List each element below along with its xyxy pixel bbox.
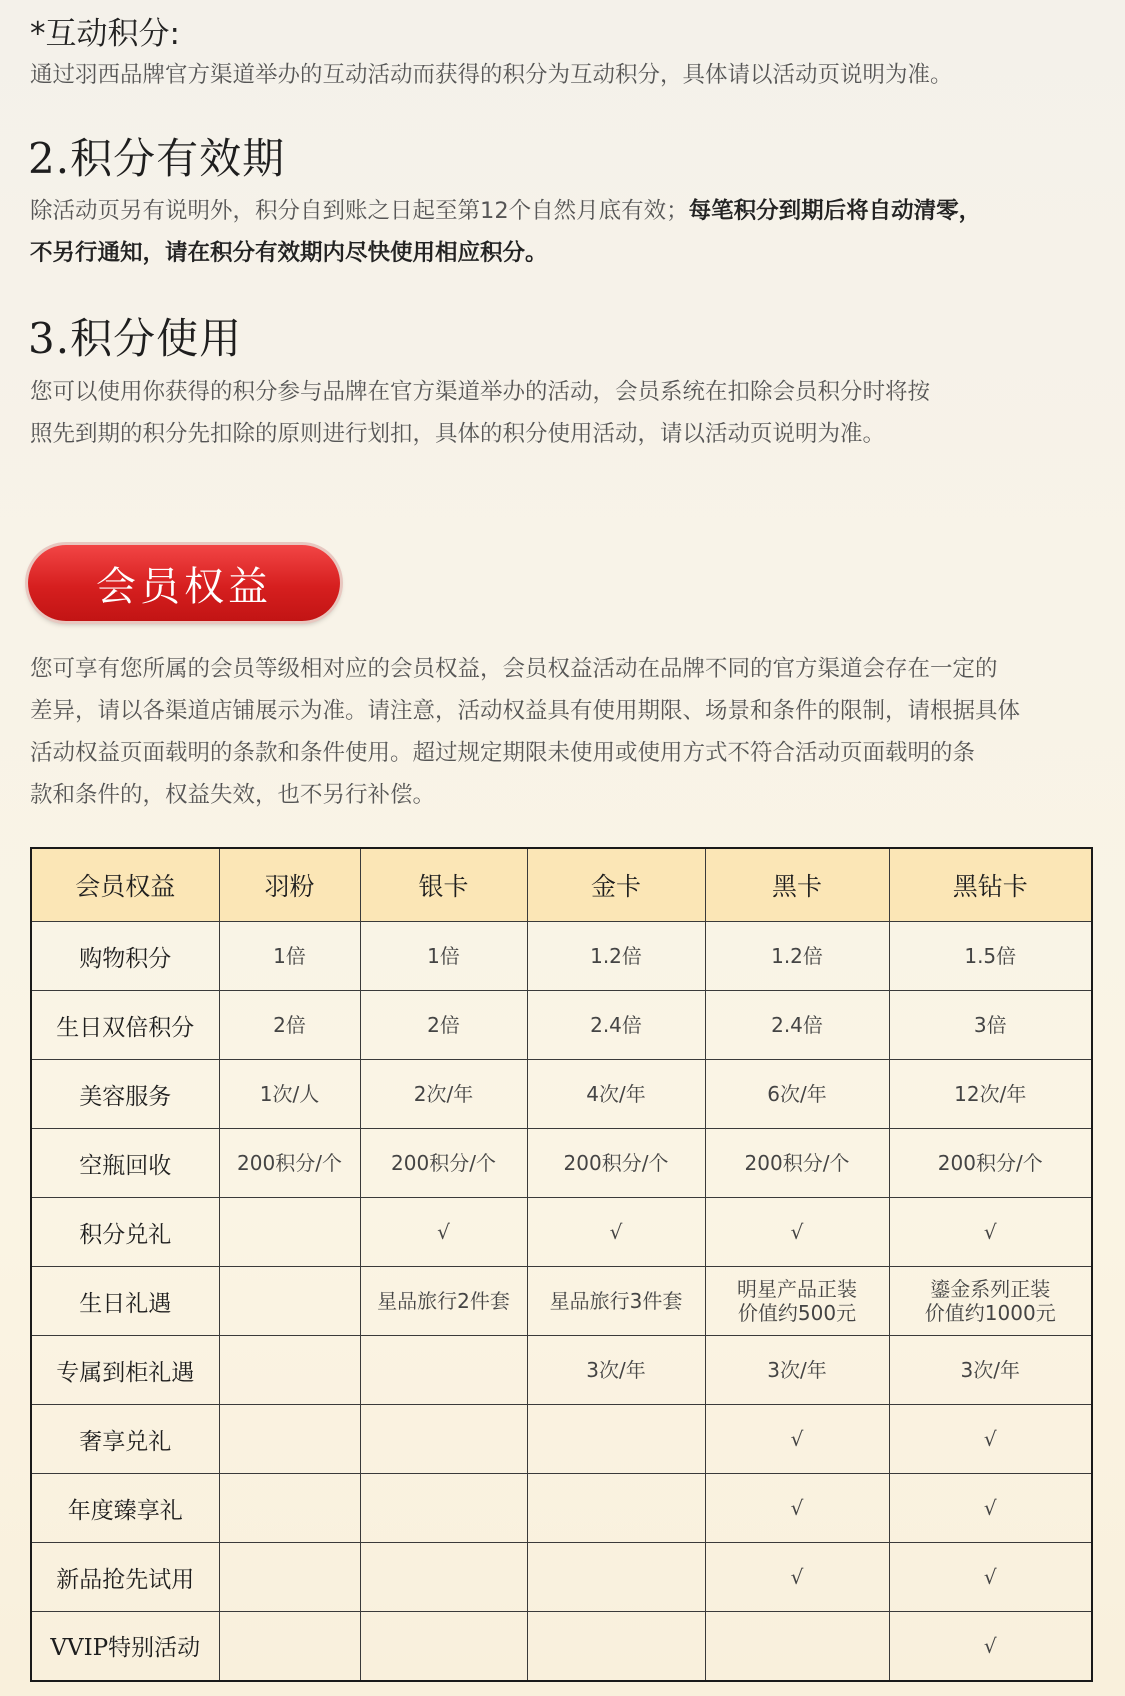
table-cell: √ bbox=[889, 1612, 1092, 1681]
benefits-line-1: 您可享有您所属的会员等级相对应的会员权益，会员权益活动在品牌不同的官方渠道会存在一定的 bbox=[30, 656, 998, 682]
table-cell: √ bbox=[705, 1474, 889, 1543]
validity-text-bold-1: 每笔积分到期后将自动清零， bbox=[688, 198, 982, 224]
table-cell: 200积分/个 bbox=[889, 1129, 1092, 1198]
interactive-points-heading: *互动积分: bbox=[30, 16, 180, 52]
table-cell: √ bbox=[705, 1198, 889, 1267]
table-header-row bbox=[31, 848, 1092, 922]
table-cell: 2倍 bbox=[219, 991, 360, 1060]
table-cell: 2次/年 bbox=[360, 1060, 527, 1129]
table-cell: √ bbox=[889, 1474, 1092, 1543]
benefits-table bbox=[30, 847, 1093, 1682]
table-cell: 2.4倍 bbox=[527, 991, 705, 1060]
table-row bbox=[31, 1474, 1092, 1543]
table-cell: 鎏金系列正装 价值约1000元 bbox=[889, 1267, 1092, 1336]
usage-line-2: 照先到期的积分先扣除的原则进行划扣，具体的积分使用活动，请以活动页说明为准。 bbox=[30, 421, 886, 447]
table-cell: 1.5倍 bbox=[889, 922, 1092, 991]
validity-text-normal: 除活动页另有说明外，积分自到账之日起至第12个自然月底有效； bbox=[30, 198, 689, 224]
table-cell bbox=[360, 1474, 527, 1543]
table-cell: 1.2倍 bbox=[527, 922, 705, 991]
row-label: 美容服务 bbox=[31, 1060, 219, 1129]
table-cell: √ bbox=[527, 1198, 705, 1267]
table-row bbox=[31, 1267, 1092, 1336]
table-cell bbox=[219, 1405, 360, 1474]
table-cell: √ bbox=[889, 1198, 1092, 1267]
table-cell bbox=[219, 1198, 360, 1267]
benefits-line-2: 差异，请以各渠道店铺展示为准。请注意，活动权益具有使用期限、场景和条件的限制，请根据具体 bbox=[30, 698, 1021, 724]
table-row bbox=[31, 1060, 1092, 1129]
header-black-diamond: 黑钻卡 bbox=[889, 848, 1092, 922]
table-cell bbox=[219, 1474, 360, 1543]
table-cell: √ bbox=[360, 1198, 527, 1267]
table-cell bbox=[527, 1543, 705, 1612]
benefits-text bbox=[30, 648, 1090, 816]
header-gold: 金卡 bbox=[527, 848, 705, 922]
table-cell: √ bbox=[705, 1543, 889, 1612]
table-cell: 3倍 bbox=[889, 991, 1092, 1060]
table-row bbox=[31, 1336, 1092, 1405]
usage-text bbox=[30, 371, 1090, 455]
table-cell: 星品旅行2件套 bbox=[360, 1267, 527, 1336]
validity-text-bold-2: 不另行通知，请在积分有效期内尽快使用相应积分。 bbox=[30, 240, 548, 266]
row-label: 专属到柜礼遇 bbox=[31, 1336, 219, 1405]
table-cell: 3次/年 bbox=[889, 1336, 1092, 1405]
table-cell bbox=[219, 1267, 360, 1336]
table-cell bbox=[527, 1405, 705, 1474]
usage-line-1: 您可以使用你获得的积分参与品牌在官方渠道举办的活动，会员系统在扣除会员积分时将按 bbox=[30, 379, 931, 405]
table-cell: √ bbox=[889, 1405, 1092, 1474]
validity-text bbox=[30, 190, 1090, 274]
member-benefits-badge bbox=[28, 545, 340, 621]
benefits-line-4: 款和条件的，权益失效，也不另行补偿。 bbox=[30, 782, 436, 808]
table-cell: 3次/年 bbox=[705, 1336, 889, 1405]
table-cell: 200积分/个 bbox=[527, 1129, 705, 1198]
table-cell: 星品旅行3件套 bbox=[527, 1267, 705, 1336]
benefits-line-3: 活动权益页面载明的条款和条件使用。超过规定期限未使用或使用方式不符合活动页面载明的条 bbox=[30, 740, 976, 766]
table-row bbox=[31, 1405, 1092, 1474]
table-row bbox=[31, 1612, 1092, 1681]
row-label: 年度臻享礼 bbox=[31, 1474, 219, 1543]
row-label: 生日双倍积分 bbox=[31, 991, 219, 1060]
table-cell bbox=[705, 1612, 889, 1681]
table-cell bbox=[219, 1543, 360, 1612]
table-row bbox=[31, 922, 1092, 991]
table-cell: 1次/人 bbox=[219, 1060, 360, 1129]
table-cell: 200积分/个 bbox=[360, 1129, 527, 1198]
header-yufen: 羽粉 bbox=[219, 848, 360, 922]
header-black: 黑卡 bbox=[705, 848, 889, 922]
interactive-points-text: 通过羽西品牌官方渠道举办的互动活动而获得的积分为互动积分，具体请以活动页说明为准。 bbox=[30, 62, 953, 88]
row-label: 新品抢先试用 bbox=[31, 1543, 219, 1612]
row-label: 购物积分 bbox=[31, 922, 219, 991]
table-cell: √ bbox=[889, 1543, 1092, 1612]
table-cell bbox=[360, 1336, 527, 1405]
table-cell: 4次/年 bbox=[527, 1060, 705, 1129]
table-cell: 200积分/个 bbox=[705, 1129, 889, 1198]
table-cell bbox=[360, 1543, 527, 1612]
section-title-usage: 3.积分使用 bbox=[28, 314, 243, 363]
row-label: 空瓶回收 bbox=[31, 1129, 219, 1198]
header-benefit: 会员权益 bbox=[31, 848, 219, 922]
table-row bbox=[31, 1129, 1092, 1198]
table-cell: 1倍 bbox=[360, 922, 527, 991]
table-cell: 3次/年 bbox=[527, 1336, 705, 1405]
table-cell bbox=[219, 1336, 360, 1405]
table-cell: 12次/年 bbox=[889, 1060, 1092, 1129]
table-cell: 6次/年 bbox=[705, 1060, 889, 1129]
table-cell: √ bbox=[705, 1405, 889, 1474]
row-label: 积分兑礼 bbox=[31, 1198, 219, 1267]
row-label: VVIP特别活动 bbox=[31, 1612, 219, 1681]
table-cell bbox=[360, 1405, 527, 1474]
table-cell bbox=[527, 1612, 705, 1681]
table-cell: 明星产品正装 价值约500元 bbox=[705, 1267, 889, 1336]
table-cell bbox=[527, 1474, 705, 1543]
table-row bbox=[31, 1198, 1092, 1267]
section-title-validity: 2.积分有效期 bbox=[28, 134, 286, 183]
table-cell bbox=[219, 1612, 360, 1681]
member-benefits-badge-label: 会员权益 bbox=[96, 563, 272, 610]
row-label: 奢享兑礼 bbox=[31, 1405, 219, 1474]
table-cell: 200积分/个 bbox=[219, 1129, 360, 1198]
table-row bbox=[31, 991, 1092, 1060]
table-cell: 1倍 bbox=[219, 922, 360, 991]
table-cell: 1.2倍 bbox=[705, 922, 889, 991]
table-cell: 2.4倍 bbox=[705, 991, 889, 1060]
table-cell: 2倍 bbox=[360, 991, 527, 1060]
header-silver: 银卡 bbox=[360, 848, 527, 922]
row-label: 生日礼遇 bbox=[31, 1267, 219, 1336]
table-cell bbox=[360, 1612, 527, 1681]
table-row bbox=[31, 1543, 1092, 1612]
